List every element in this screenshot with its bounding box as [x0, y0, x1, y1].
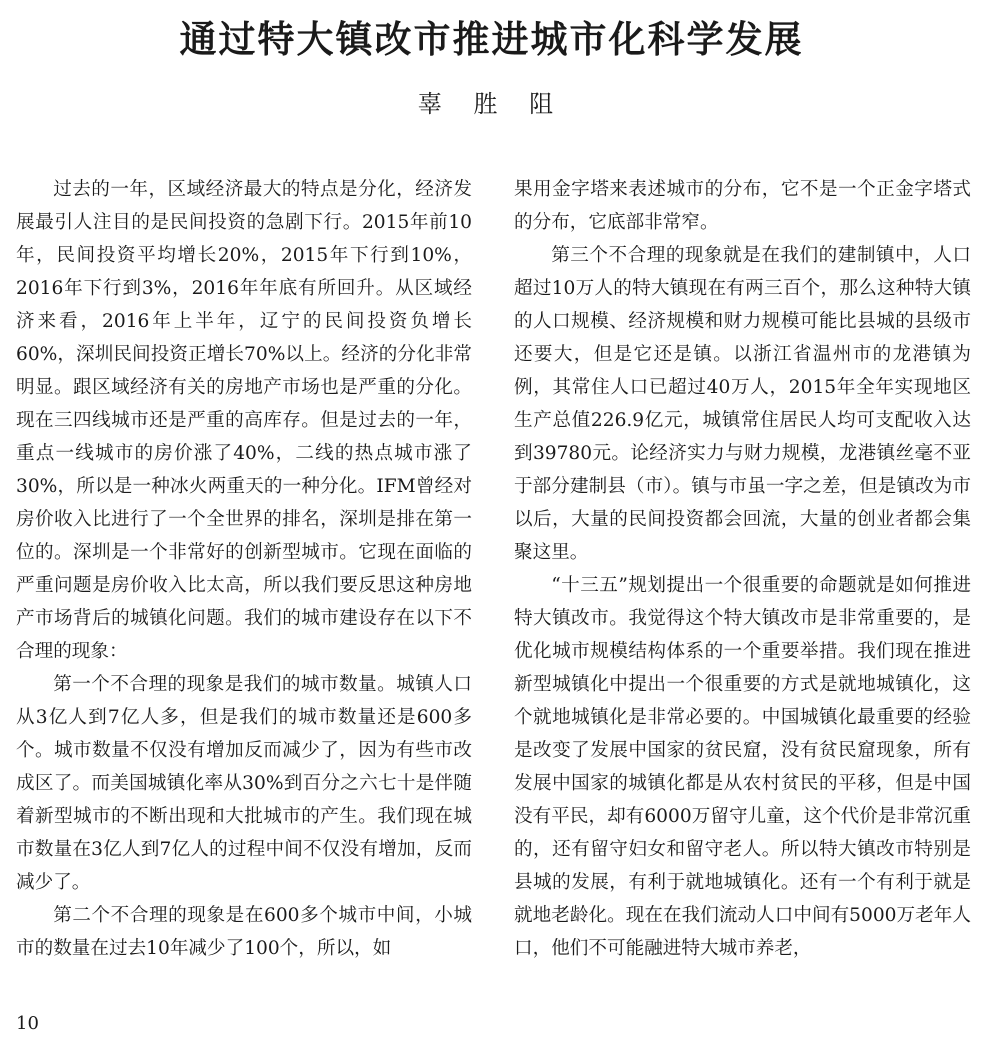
- paragraph: 过去的一年，区域经济最大的特点是分化，经济发展最引人注目的是民间投资的急剧下行。2015年前10年，民间投资平均增长20%，2015年下行到10%，2016年下行到3%，2016年年底有所回升。从区域经济来看，2016年上半年，辽宁的民间投资负增长60%，深圳民间投资正增长70%以上。经济的分化非常明显。跟区域经济有关的房地产市场也是严重的分化。现在三四线城市还是严重的高库存。但是过去的一年，重点一线城市的房价涨了40%，二线的热点城市涨了30%，所以是一种冰火两重天的一种分化。IFM曾经对房价收入比进行了一个全世界的排名，深圳是排在第一位的。深圳是一个非常好的创新型城市。它现在面临的严重问题是房价收入比太高，所以我们要反思这种房地产市场背后的城镇化问题。我们的城市建设存在以下不合理的现象：: [16, 179, 472, 662]
- page-number: 10: [16, 1013, 39, 1034]
- paragraph: 第三个不合理的现象就是在我们的建制镇中，人口超过10万人的特大镇现在有两三百个，那么这种特大镇的人口规模、经济规模和财力规模可能比县城的县级市还要大，但是它还是镇。以浙江省温州市的龙港镇为例，其常住人口已超过40万人，2015年全年实现地区生产总值226.9亿元，城镇常住居民人均可支配收入达到39780元。论经济实力与财力规模，龙港镇丝毫不亚于部分建制县（市）。镇与市虽一字之差，但是镇改为市以后，大量的民间投资都会回流，大量的创业者都会集聚这里。: [514, 245, 971, 563]
- article-title: 通过特大镇改市推进城市化科学发展: [179, 18, 804, 61]
- paragraph: 第二个不合理的现象是在600多个城市中间，小城市的数量在过去10年减少了100个，所以，如: [16, 905, 472, 959]
- paragraph: “十三五”规划提出一个很重要的命题就是如何推进特大镇改市。我觉得这个特大镇改市是非常重要的，是优化城市规模结构体系的一个重要举措。我们现在推进新型城镇化中提出一个很重要的方式是就地城镇化，这个就地城镇化是非常必要的。中国城镇化最重要的经验是改变了发展中国家的贫民窟，没有贫民窟现象，所有发展中国家的城镇化都是从农村贫民的平移，但是中国没有平民，却有6000万留守儿童，这个代价是非常沉重的，还有留守妇女和留守老人。所以特大镇改市特别是县城的发展，有利于就地城镇化。还有一个有利于就是就地老龄化。现在在我们流动人口中间有5000万老年人口，他们不可能融进特大城市养老，: [514, 575, 971, 959]
- right-column: [514, 173, 971, 965]
- article-author: 辜 胜 阻: [417, 90, 566, 118]
- paragraph-continued: 果用金字塔来表述城市的分布，它不是一个正金字塔式的分布，它底部非常窄。: [514, 179, 971, 233]
- paragraph: 第一个不合理的现象是我们的城市数量。城镇人口从3亿人到7亿人多，但是我们的城市数量还是600多个。城市数量不仅没有增加反而减少了，因为有些市改成区了。而美国城镇化率从30%到百分之六七十是伴随着新型城市的不断出现和大批城市的产生。我们现在城市数量在3亿人到7亿人的过程中间不仅没有增加，反而减少了。: [16, 674, 472, 893]
- left-column: [16, 173, 472, 965]
